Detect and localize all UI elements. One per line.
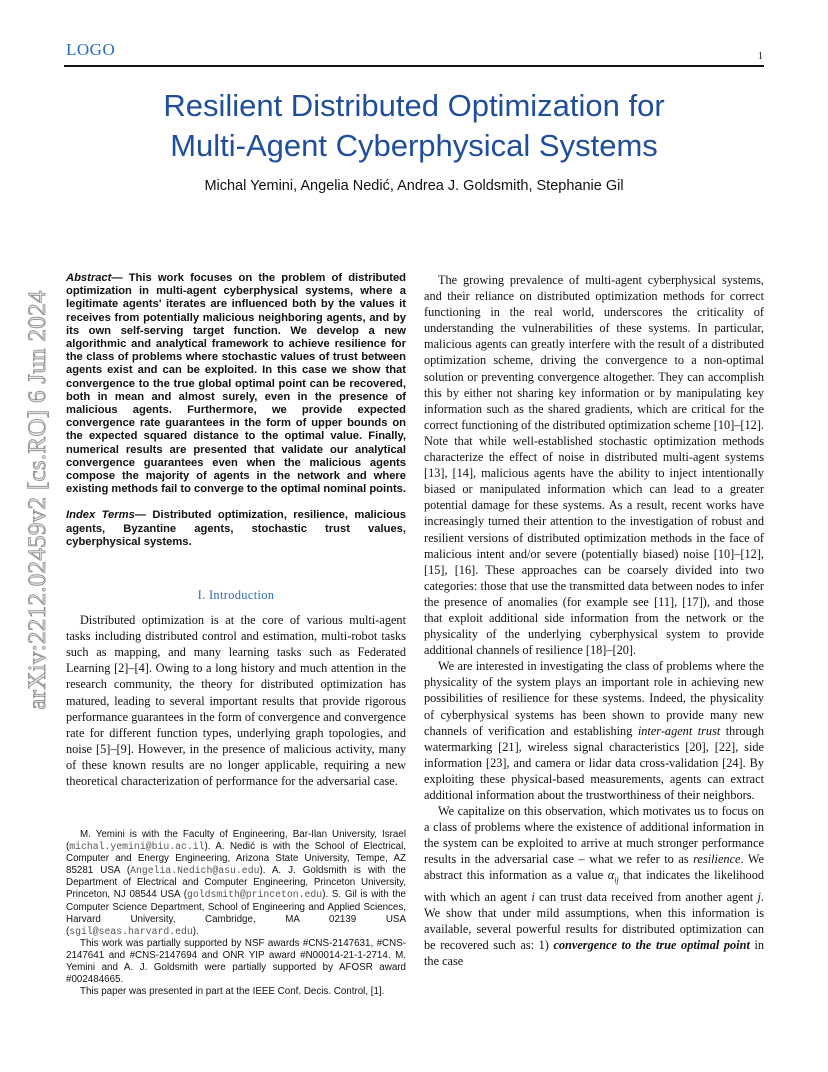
intro-paragraph-3 <box>424 658 764 803</box>
paragraph-text: We capitalize on this observation, which motivates us to focus on a class of problems where the existence of additional information in the system can be exploited to arrive at much stronger performance results in the adversarial case – what we refer to as <box>424 804 764 867</box>
abstract <box>66 272 406 496</box>
paragraph-text: . We abstract this information as a value <box>424 852 764 883</box>
paper-title-line-2: Multi-Agent Cyberphysical Systems <box>170 128 658 163</box>
paper-title-line-1: Resilient Distributed Optimization for <box>163 88 665 123</box>
left-column <box>66 272 406 789</box>
math-subscript: ij <box>614 875 619 885</box>
emphasis-term: resilience <box>693 852 741 867</box>
abstract-dash: — <box>111 272 129 284</box>
section-heading-text: I. Introduction <box>197 588 275 603</box>
footnote-text: ). <box>192 925 199 937</box>
intro-paragraph-4 <box>424 803 764 969</box>
index-terms-text: Distributed optimization, resilience, malicious agents, Byzantine agents, stochastic trust values, cyberphysical systems. <box>66 509 406 548</box>
intro-paragraph-1: Distributed optimization is at the core of various multi-agent tasks including distributed control and estimation, multi-robot tasks such as mapping, and many learning tasks such as Federated Learning [2]–[4]. Owing to a long history and much attention in the research community, the theory for distributed optimization has matured, leading to several important results that provide rigorous performance guarantees in the form of convergence and convergence rate for different function types, underlying graph topologies, and noise [5]–[9]. However, in the presence of malicious activity, many of these known results are no longer applicable, requiring a new theoretical characterization of performance for the adversarial case. <box>66 613 406 788</box>
intro-paragraph-2: The growing prevalence of multi-agent cyberphysical systems, and their reliance on distributed optimization methods for correct functioning in the real world, underscores the criticality of understanding the vulnerabilities of these systems. In particular, malicious agents can greatly interfere with the result of a distributed optimization scheme, driving the convergence to a non-optimal solution or preventing convergence altogether. They can accomplish this by either not sharing key information or by manipulating key information such as the shared gradients, which are critical for the correct functioning of the distributed optimization scheme [10]–[12]. Note that while well-established stochastic optimization methods characterize the effect of noise in distributed multi-agent systems [13], [14], malicious agents have the ability to inject intentionally biased or manipulated information which can lead to a greater potential damage for these systems. As a result, recent works have increasingly turned their attention to the investigation of robust and resilient versions of distributed optimization methods in the face of malicious intent and/or severe (potentially biased) noise [10]–[12], [15], [16]. These approaches can be coarsely divided into two categories: those that use the transmitted data between nodes to infer the presence of anomalies (for example see [11], [17]), and those that exploit additional side information from the network or the physicality of the underlying cyberphysical system to provide additional channels of resilience [18]–[20]. <box>424 273 764 658</box>
paragraph-text: in the case <box>424 938 765 969</box>
paragraph-text: We are interested in investigating the class of problems where the physicality of the system plays an important role in achieving new possibilities of resilience for these systems. Indeed, the physicality of cyberphysical systems has been shown to provide many new channels of verification and establishing <box>424 659 764 738</box>
email-link[interactable]: sgil@seas.harvard.edu <box>69 925 193 937</box>
email-link[interactable]: michal.yemini@biu.ac.il <box>69 841 205 853</box>
page-number: 1 <box>758 51 763 62</box>
footnote-text: ). A. J. Goldsmith is with the Department of Electrical and Computer Engineering, Princeton University, Princeton, NJ 08544 USA ( <box>66 865 406 901</box>
abstract-label: Abstract <box>66 272 112 284</box>
section-heading-introduction <box>66 588 406 603</box>
index-terms-dash: — <box>134 509 153 522</box>
math-symbol-alpha: α <box>607 868 615 883</box>
footnote-text: ). S. Gil is with the Computer Science Department, School of Engineering and Applied Sciences, Harvard University, Cambridge, MA 02139 USA ( <box>66 889 406 937</box>
header-rule <box>64 65 764 67</box>
paper-title <box>64 86 764 166</box>
math-symbol-j: j <box>757 890 761 905</box>
index-terms <box>66 509 406 549</box>
paragraph-text: . We show that under mild assumptions, when this information is available, several powerful results for distributed optimization can be recovered such as: 1) <box>424 890 764 953</box>
paragraph-text: through watermarking [21], wireless signal characteristics [20], [22], side information [23], and camera or lidar data cross-validation [24]. By exploiting these physical-based measurements, agents can extract additional information about the trustworthiness of their neighbors. <box>424 723 765 802</box>
author-list: Michal Yemini, Angelia Nedić, Andrea J. Goldsmith, Stephanie Gil <box>204 178 624 194</box>
abstract-text: This work focuses on the problem of distributed optimization in multi-agent cyberphysical systems, where a legitimate agents' iterates are influenced both by the values it receives from potentially malicious neighboring agents, and by its own self-serving target function. We develop a new algorithmic and analytical framework to achieve resilience for the class of problems where stochastic values of trust between agents exist and can be exploited. In this case we show that convergence to the true global optimal point can be recovered, both in mean and almost surely, even in the presence of malicious agents. Furthermore, we provide expected convergence rate guarantees in the form of upper bounds on the expected squared distance to the optimal value. Finally, numerical results are presented that validate our analytical convergence guarantees even when the malicious agents compose the majority of agents in the network and where existing methods fail to converge to the optimal nominal points. <box>66 272 407 496</box>
bold-italic-claim: convergence to the true optimal point <box>553 938 750 953</box>
emphasis-term: inter-agent trust <box>637 723 721 738</box>
email-link[interactable]: goldsmith@princeton.edu <box>186 889 323 901</box>
paragraph-text: that indicates the likelihood with which an agent <box>424 868 764 905</box>
footnote-affiliations <box>66 829 406 938</box>
footnotes <box>66 829 406 998</box>
arxiv-stamp: arXiv:2212.02459v2 [cs.RO] 6 Jun 2024 <box>24 290 51 710</box>
email-link[interactable]: Angelia.Nedich@asu.edu <box>130 865 260 877</box>
paragraph-text: can trust data received from another agent <box>534 890 758 905</box>
index-terms-label: Index Terms <box>66 509 135 522</box>
footnote-text: M. Yemini is with the Faculty of Engineering, Bar-Ilan University, Israel ( <box>66 829 406 853</box>
footnote-funding: This work was partially supported by NSF awards #CNS-2147631, #CNS-2147641 and #CNS-2147694 and ONR YIP award #N00014-21-1-2714. M. Yemini and A. J. Goldsmith were partially supported by AFOSR award #002484665. <box>66 937 406 986</box>
footnote-presentation: This paper was presented in part at the IEEE Conf. Decis. Control, [1]. <box>80 986 385 998</box>
footnote-text: ). A. Nedić is with the School of Electrical, Computer and Energy Engineering, Arizona State University, Tempe, AZ 85281 USA ( <box>66 841 406 877</box>
math-symbol-i: i <box>531 890 535 905</box>
right-column <box>424 272 764 969</box>
journal-logo: LOGO <box>66 40 116 59</box>
